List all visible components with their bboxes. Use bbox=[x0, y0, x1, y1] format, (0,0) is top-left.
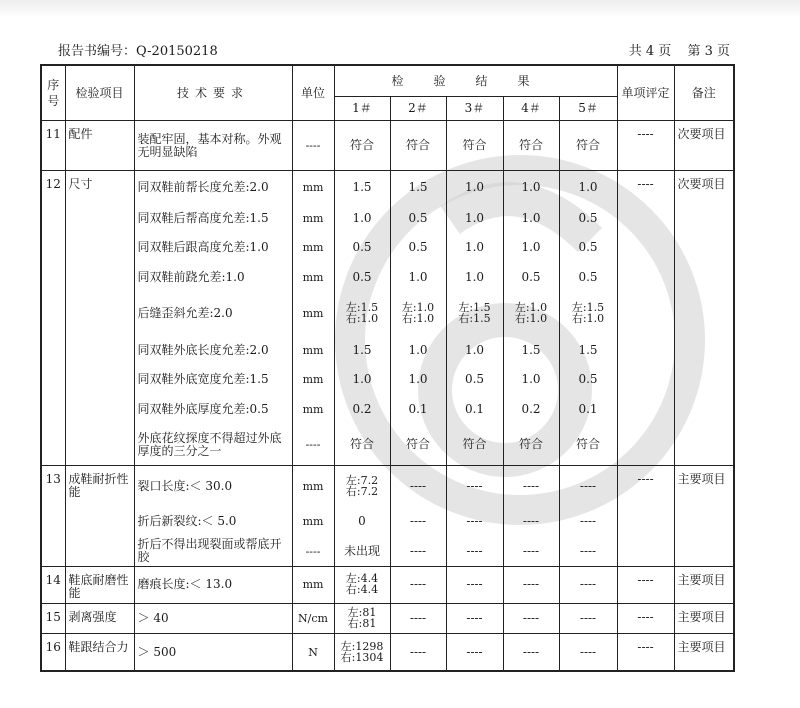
header-sample-5: 5＃ bbox=[559, 97, 617, 121]
section-number: 12 bbox=[41, 171, 65, 466]
unit-cell: mm bbox=[292, 233, 334, 262]
result-cell-1: 符合 bbox=[334, 121, 390, 171]
inspection-item: 配件 bbox=[65, 121, 134, 171]
remark-cell: 主要项目 bbox=[674, 566, 734, 603]
result-cell-1: 1.0 bbox=[334, 365, 390, 394]
requirement-cell: 同双鞋前跷允差:1.0 bbox=[134, 262, 292, 291]
right-value: 右:1.0 bbox=[401, 312, 435, 326]
result-cell-1: 0.5 bbox=[334, 262, 390, 291]
inspection-item: 鞋底耐磨性能 bbox=[65, 566, 134, 603]
requirement-cell: 同双鞋前帮长度允差:2.0 bbox=[134, 171, 292, 204]
section-number: 11 bbox=[41, 121, 65, 171]
result-cell-5: 0.5 bbox=[559, 365, 617, 394]
left-right-values bbox=[341, 641, 384, 663]
result-cell-2 bbox=[390, 292, 446, 336]
unit-cell: N/cm bbox=[292, 603, 334, 634]
result-cell-1: 符合 bbox=[334, 424, 390, 466]
result-cell-3: 1.0 bbox=[446, 204, 503, 233]
left-value: 左:1.0 bbox=[401, 301, 435, 315]
requirement-cell: 同双鞋外底长度允差:2.0 bbox=[134, 336, 292, 365]
header-sample-1: 1＃ bbox=[334, 97, 390, 121]
unit-cell: mm bbox=[292, 466, 334, 508]
left-right-values bbox=[458, 302, 490, 324]
result-cell-1: 未出现 bbox=[334, 537, 390, 566]
result-cell-3: 1.0 bbox=[446, 171, 503, 204]
result-cell-1: 0.2 bbox=[334, 395, 390, 424]
result-cell-4: 0.5 bbox=[503, 262, 559, 291]
unit-cell: mm bbox=[292, 292, 334, 336]
report-no-label: 报告书编号： bbox=[58, 44, 137, 59]
result-cell-3: 符合 bbox=[446, 424, 503, 466]
table-row bbox=[41, 121, 734, 171]
result-cell-4: ---- bbox=[503, 507, 559, 536]
judgement-cell: ---- bbox=[617, 566, 674, 603]
table-row bbox=[41, 466, 734, 508]
result-cell-2: ---- bbox=[390, 634, 446, 671]
result-cell-5: 符合 bbox=[559, 121, 617, 171]
inspection-item: 鞋跟结合力 bbox=[65, 634, 134, 671]
requirement-cell: ＞ 500 bbox=[134, 634, 292, 671]
section-number: 15 bbox=[41, 603, 65, 634]
report-number: Q-20150218 bbox=[136, 44, 218, 59]
result-cell-4: 1.5 bbox=[503, 336, 559, 365]
result-cell-3: ---- bbox=[446, 466, 503, 508]
header-sample-2: 2＃ bbox=[390, 97, 446, 121]
right-value: 右:1304 bbox=[340, 650, 384, 664]
header-index: 序号 bbox=[41, 65, 65, 121]
result-cell-2: ---- bbox=[390, 507, 446, 536]
result-cell-2: ---- bbox=[390, 537, 446, 566]
result-cell-5: 1.0 bbox=[559, 171, 617, 204]
left-right-values bbox=[572, 302, 604, 324]
result-cell-5 bbox=[559, 292, 617, 336]
result-cell-1: 0 bbox=[334, 507, 390, 536]
report-header bbox=[58, 40, 730, 60]
unit-cell: mm bbox=[292, 262, 334, 291]
result-cell-3: 1.0 bbox=[446, 233, 503, 262]
left-right-values bbox=[515, 302, 547, 324]
result-cell-2: 1.0 bbox=[390, 262, 446, 291]
result-cell-5: 0.5 bbox=[559, 262, 617, 291]
result-cell-4: 0.2 bbox=[503, 395, 559, 424]
header-remark: 备注 bbox=[674, 65, 734, 121]
right-value: 右:1.0 bbox=[571, 312, 605, 326]
unit-cell: ---- bbox=[292, 537, 334, 566]
unit-cell: mm bbox=[292, 204, 334, 233]
requirement-cell: ＞ 40 bbox=[134, 603, 292, 634]
result-cell-4: 1.0 bbox=[503, 365, 559, 394]
left-value: 左:81 bbox=[347, 605, 377, 619]
requirement-cell: 磨痕长度:＜ 13.0 bbox=[134, 566, 292, 603]
result-cell-4 bbox=[503, 292, 559, 336]
result-cell-3: 1.0 bbox=[446, 262, 503, 291]
result-cell-3: 0.1 bbox=[446, 395, 503, 424]
unit-cell: ---- bbox=[292, 424, 334, 466]
remark-cell: 次要项目 bbox=[674, 171, 734, 466]
left-value: 左:1.5 bbox=[571, 301, 605, 315]
page-current: 第 3 页 bbox=[687, 44, 730, 59]
table-row bbox=[41, 634, 734, 671]
requirement-cell: 装配牢固，基本对称。外观无明显缺陷 bbox=[134, 121, 292, 171]
unit-cell: mm bbox=[292, 507, 334, 536]
requirement-cell: 后缝歪斜允差:2.0 bbox=[134, 292, 292, 336]
result-cell-4: ---- bbox=[503, 634, 559, 671]
result-cell-2: 1.0 bbox=[390, 365, 446, 394]
result-cell-1 bbox=[334, 634, 390, 671]
left-right-values bbox=[346, 475, 378, 497]
result-cell-3: 0.5 bbox=[446, 365, 503, 394]
result-cell-1 bbox=[334, 292, 390, 336]
unit-cell: mm bbox=[292, 395, 334, 424]
judgement-cell: ---- bbox=[617, 171, 674, 466]
inspection-item: 成鞋耐折性能 bbox=[65, 466, 134, 566]
unit-cell: ---- bbox=[292, 121, 334, 171]
result-cell-5: 符合 bbox=[559, 424, 617, 466]
result-cell-5: ---- bbox=[559, 507, 617, 536]
result-cell-1: 1.5 bbox=[334, 336, 390, 365]
table-body bbox=[41, 121, 734, 672]
judgement-cell: ---- bbox=[617, 634, 674, 671]
right-value: 右:1.0 bbox=[345, 312, 379, 326]
header-judgement: 单项评定 bbox=[617, 65, 674, 121]
unit-cell: mm bbox=[292, 336, 334, 365]
result-cell-3: ---- bbox=[446, 634, 503, 671]
result-cell-2: 0.5 bbox=[390, 233, 446, 262]
header-unit: 单位 bbox=[292, 65, 334, 121]
requirement-cell: 外底花纹探度不得超过外底厚度的三分之一 bbox=[134, 424, 292, 466]
result-cell-5: 0.5 bbox=[559, 233, 617, 262]
result-cell-5: 0.1 bbox=[559, 395, 617, 424]
judgement-cell: ---- bbox=[617, 466, 674, 566]
remark-cell: 主要项目 bbox=[674, 634, 734, 671]
result-cell-2: 符合 bbox=[390, 424, 446, 466]
result-cell-5: 1.5 bbox=[559, 336, 617, 365]
inspection-table bbox=[40, 64, 735, 672]
result-cell-4: 1.0 bbox=[503, 204, 559, 233]
result-cell-3: 符合 bbox=[446, 121, 503, 171]
left-value: 左:1298 bbox=[340, 639, 384, 653]
left-value: 左:1.5 bbox=[345, 301, 379, 315]
section-number: 14 bbox=[41, 566, 65, 603]
right-value: 右:1.0 bbox=[514, 312, 548, 326]
result-cell-3: ---- bbox=[446, 566, 503, 603]
requirement-cell: 同双鞋外底宽度允差:1.5 bbox=[134, 365, 292, 394]
requirement-cell: 同双鞋后帮高度允差:1.5 bbox=[134, 204, 292, 233]
result-cell-1: 1.5 bbox=[334, 171, 390, 204]
result-cell-4: ---- bbox=[503, 566, 559, 603]
result-cell-2: 符合 bbox=[390, 121, 446, 171]
result-cell-3: ---- bbox=[446, 537, 503, 566]
requirement-cell: 折后不得出现裂面或帮底开胶 bbox=[134, 537, 292, 566]
left-right-values bbox=[346, 302, 378, 324]
result-cell-1 bbox=[334, 566, 390, 603]
result-cell-2: 1.5 bbox=[390, 171, 446, 204]
result-cell-4: 符合 bbox=[503, 121, 559, 171]
result-cell-2: 1.0 bbox=[390, 336, 446, 365]
result-cell-5: ---- bbox=[559, 603, 617, 634]
result-cell-3: ---- bbox=[446, 603, 503, 634]
table-row bbox=[41, 566, 734, 603]
right-value: 右:7.2 bbox=[345, 485, 379, 499]
result-cell-1 bbox=[334, 603, 390, 634]
result-cell-2: ---- bbox=[390, 566, 446, 603]
section-number: 16 bbox=[41, 634, 65, 671]
table-row bbox=[41, 171, 734, 204]
right-value: 右:81 bbox=[347, 616, 377, 630]
result-cell-4: ---- bbox=[503, 603, 559, 634]
result-cell-2: 0.1 bbox=[390, 395, 446, 424]
requirement-cell: 同双鞋外底厚度允差:0.5 bbox=[134, 395, 292, 424]
result-cell-5: ---- bbox=[559, 634, 617, 671]
result-cell-5: ---- bbox=[559, 537, 617, 566]
result-cell-4: ---- bbox=[503, 466, 559, 508]
table-row bbox=[41, 603, 734, 634]
unit-cell: mm bbox=[292, 365, 334, 394]
result-cell-3: 1.0 bbox=[446, 336, 503, 365]
unit-cell: N bbox=[292, 634, 334, 671]
left-value: 左:1.0 bbox=[514, 301, 548, 315]
result-cell-2: 0.5 bbox=[390, 204, 446, 233]
left-value: 左:4.4 bbox=[345, 572, 379, 586]
result-cell-1: 1.0 bbox=[334, 204, 390, 233]
left-right-values bbox=[402, 302, 434, 324]
section-number: 13 bbox=[41, 466, 65, 566]
result-cell-1 bbox=[334, 466, 390, 508]
remark-cell: 次要项目 bbox=[674, 121, 734, 171]
header-sample-3: 3＃ bbox=[446, 97, 503, 121]
left-right-values bbox=[346, 573, 378, 595]
left-value: 左:1.5 bbox=[458, 301, 491, 315]
header-item: 检验项目 bbox=[65, 65, 134, 121]
requirement-cell: 折后新裂纹:＜ 5.0 bbox=[134, 507, 292, 536]
scan-edge bbox=[0, 0, 800, 18]
header-sample-4: 4＃ bbox=[503, 97, 559, 121]
result-cell-4: 1.0 bbox=[503, 233, 559, 262]
page-total: 共 4 页 bbox=[628, 44, 672, 59]
header-results: 检验结果 bbox=[334, 65, 617, 97]
remark-cell: 主要项目 bbox=[674, 466, 734, 566]
result-cell-5: ---- bbox=[559, 566, 617, 603]
result-cell-4: ---- bbox=[503, 537, 559, 566]
requirement-cell: 裂口长度:＜ 30.0 bbox=[134, 466, 292, 508]
result-cell-2: ---- bbox=[390, 603, 446, 634]
result-cell-5: 0.5 bbox=[559, 204, 617, 233]
unit-cell: mm bbox=[292, 171, 334, 204]
result-cell-1: 0.5 bbox=[334, 233, 390, 262]
result-cell-2: ---- bbox=[390, 466, 446, 508]
left-right-values bbox=[348, 607, 377, 629]
right-value: 右:1.5 bbox=[458, 312, 491, 326]
result-cell-3: ---- bbox=[446, 507, 503, 536]
result-cell-4: 符合 bbox=[503, 424, 559, 466]
left-value: 左:7.2 bbox=[345, 474, 379, 488]
result-cell-3 bbox=[446, 292, 503, 336]
header-requirement: 技术要求 bbox=[134, 65, 292, 121]
table-header bbox=[41, 65, 734, 121]
judgement-cell: ---- bbox=[617, 603, 674, 634]
inspection-item: 尺寸 bbox=[65, 171, 134, 466]
remark-cell: 主要项目 bbox=[674, 603, 734, 634]
result-cell-4: 1.0 bbox=[503, 171, 559, 204]
judgement-cell: ---- bbox=[617, 121, 674, 171]
result-cell-5: ---- bbox=[559, 466, 617, 508]
unit-cell: mm bbox=[292, 566, 334, 603]
inspection-item: 剥离强度 bbox=[65, 603, 134, 634]
right-value: 右:4.4 bbox=[345, 583, 379, 597]
requirement-cell: 同双鞋后跟高度允差:1.0 bbox=[134, 233, 292, 262]
